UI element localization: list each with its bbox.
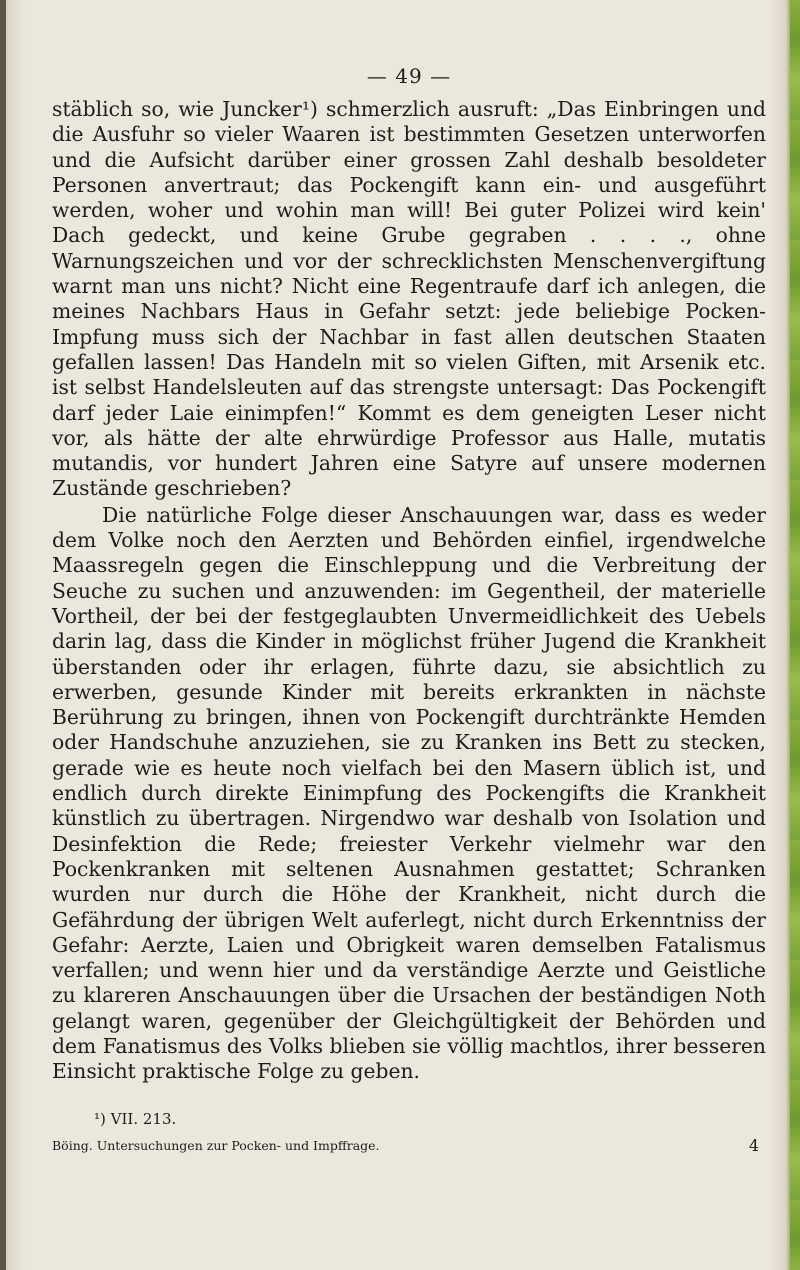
paragraph-2: Die natürliche Folge dieser Anschauungen war, dass es weder dem Volke noch den Aerzten und Behörden einfiel, irgendwelche Maassregeln gegen die Einschleppung und die Verbreitung der Seuche zu suchen und anzuwenden: im Gegentheil, der materielle Vortheil, der bei der festgeglaubten Unvermeidlichkeit des Uebels darin lag, dass die Kinder in möglichst früher Jugend die Krankheit überstanden oder ihr erlagen, führte dazu, sie absichtlich zu erwerben, gesunde Kinder mit bereits erkrankten in nächste Berührung zu bringen, ihnen von Pockengift durchtränkte Hemden oder Handschuhe anzuziehen, sie zu Kranken ins Bett zu stecken, gerade wie es heute noch vielfach bei den Masern üblich ist, und endlich durch direkte Einimpfung des Pockengifts die Krankheit künstlich zu übertragen. Nirgendwo war deshalb von Isolation und Desinfektion die Rede; freiester Verkehr vielmehr war den Pockenkranken mit seltenen Ausnahmen gestattet; Schranken wurden nur durch die Höhe der Krankheit, nicht durch die Gefährdung der übrigen Welt auferlegt, nicht durch Erkenntniss der Gefahr: Aerzte, Laien und Obrigkeit waren demselben Fatalismus verfallen; und wenn hier und da verständige Aerzte und Geistliche zu klareren Anschauungen über die Ursachen der beständigen Noth gelangt waren, gegenüber der Gleichgültigkeit der Behörden und dem Fanatismus des Volks blieben sie völlig machtlos, ihrer besseren Einsicht praktische Folge zu geben. bbox=[52, 502, 766, 1084]
signature-title: Böing. Untersuchungen zur Pocken- und Impffrage. bbox=[52, 1138, 380, 1153]
page-number: — 49 — bbox=[366, 64, 452, 88]
page-edge-strip bbox=[790, 0, 800, 1270]
footnote: ¹) VII. 213. bbox=[94, 1110, 177, 1128]
body-text bbox=[52, 97, 766, 1085]
signature-number: 4 bbox=[748, 1136, 759, 1155]
book-spine-edge bbox=[0, 0, 6, 1270]
printer-signature bbox=[52, 1138, 766, 1153]
book-page bbox=[52, 0, 766, 1270]
paragraph-1: stäblich so, wie Juncker¹) schmerzlich ausruft: „Das Einbringen und die Ausfuhr so vieler Waaren ist bestimmten Gesetzen unterworfen und die Aufsicht darüber einer grossen Zahl deshalb besoldeter Personen anvertraut; das Pockengift kann ein- und ausgeführt werden, woher und wohin man will! Bei guter Polizei wird kein' Dach gedeckt, und keine Grube gegraben . . . ., ohne Warnungszeichen und vor der schrecklichsten Menschenvergiftung warnt man uns nicht? Nicht eine Regentraufe darf ich anlegen, die meines Nachbars Haus in Gefahr setzt: jede beliebige Pocken-Impfung muss sich der Nachbar in fast allen deutschen Staaten gefallen lassen! Das Handeln mit so vielen Giften, mit Arsenik etc. ist selbst Handelsleuten auf das strengste untersagt: Das Pockengift darf jeder Laie einimpfen!“ Kommt es dem geneigten Leser nicht vor, als hätte der alte ehrwürdige Professor aus Halle, mutatis mutandis, vor hundert Jahren eine Satyre auf unsere modernen Zustände geschrieben? bbox=[52, 97, 766, 501]
